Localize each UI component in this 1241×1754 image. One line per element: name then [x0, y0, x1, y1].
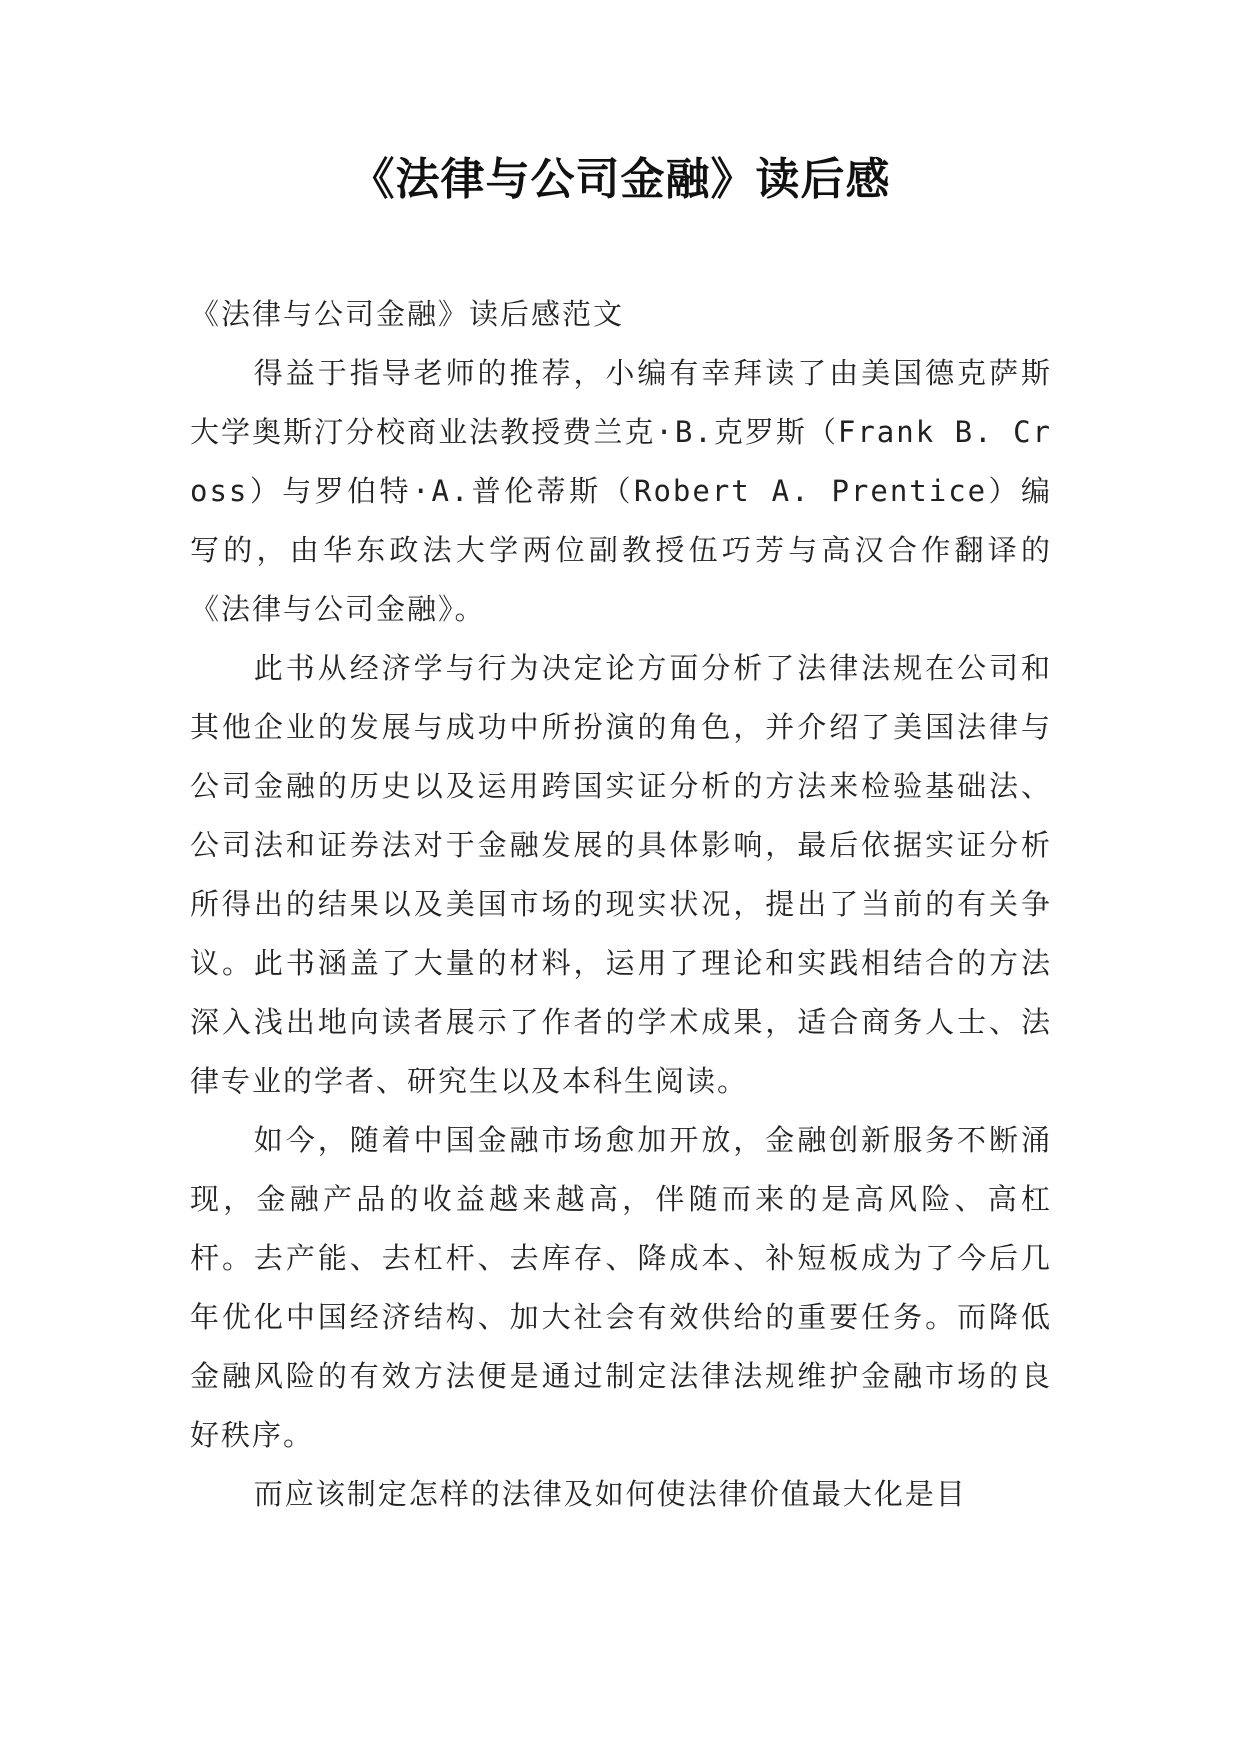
document-body [190, 285, 1052, 1524]
document-title: 《法律与公司金融》读后感 [350, 154, 891, 205]
document-subtitle: 《法律与公司金融》读后感范文 [190, 297, 625, 331]
paragraph-3: 如今，随着中国金融市场愈加开放，金融创新服务不断涌现，金融产品的收益越来越高，伴随而来的是高风险、高杠杆。去产能、去杠杆、去库存、降成本、补短板成为了今后几年优化中国经济结构、加大社会有效供给的重要任务。而降低金融风险的有效方法便是通过制定法律法规维护金融市场的良好秩序。 [190, 1123, 1052, 1452]
paragraph-2: 此书从经济学与行为决定论方面分析了法律法规在公司和其他企业的发展与成功中所扮演的角色，并介绍了美国法律与公司金融的历史以及运用跨国实证分析的方法来检验基础法、公司法和证券法对于金融发展的具体影响，最后依据实证分析所得出的结果以及美国市场的现实状况，提出了当前的有关争议。此书涵盖了大量的材料，运用了理论和实践相结合的方法深入浅出地向读者展示了作者的学术成果，适合商务人士、法律专业的学者、研究生以及本科生阅读。 [190, 651, 1052, 1098]
paragraph-1: 得益于指导老师的推荐，小编有幸拜读了由美国德克萨斯大学奥斯汀分校商业法教授费兰克·B.克罗斯（Frank B. Cross）与罗伯特·A.普伦蒂斯（Robert A. Prentice）编写的，由华东政法大学两位副教授伍巧芳与高汉合作翻译的《法律与公司金融》。 [190, 356, 1052, 626]
paragraph-4: 而应该制定怎样的法律及如何使法律价值最大化是目 [253, 1477, 967, 1511]
